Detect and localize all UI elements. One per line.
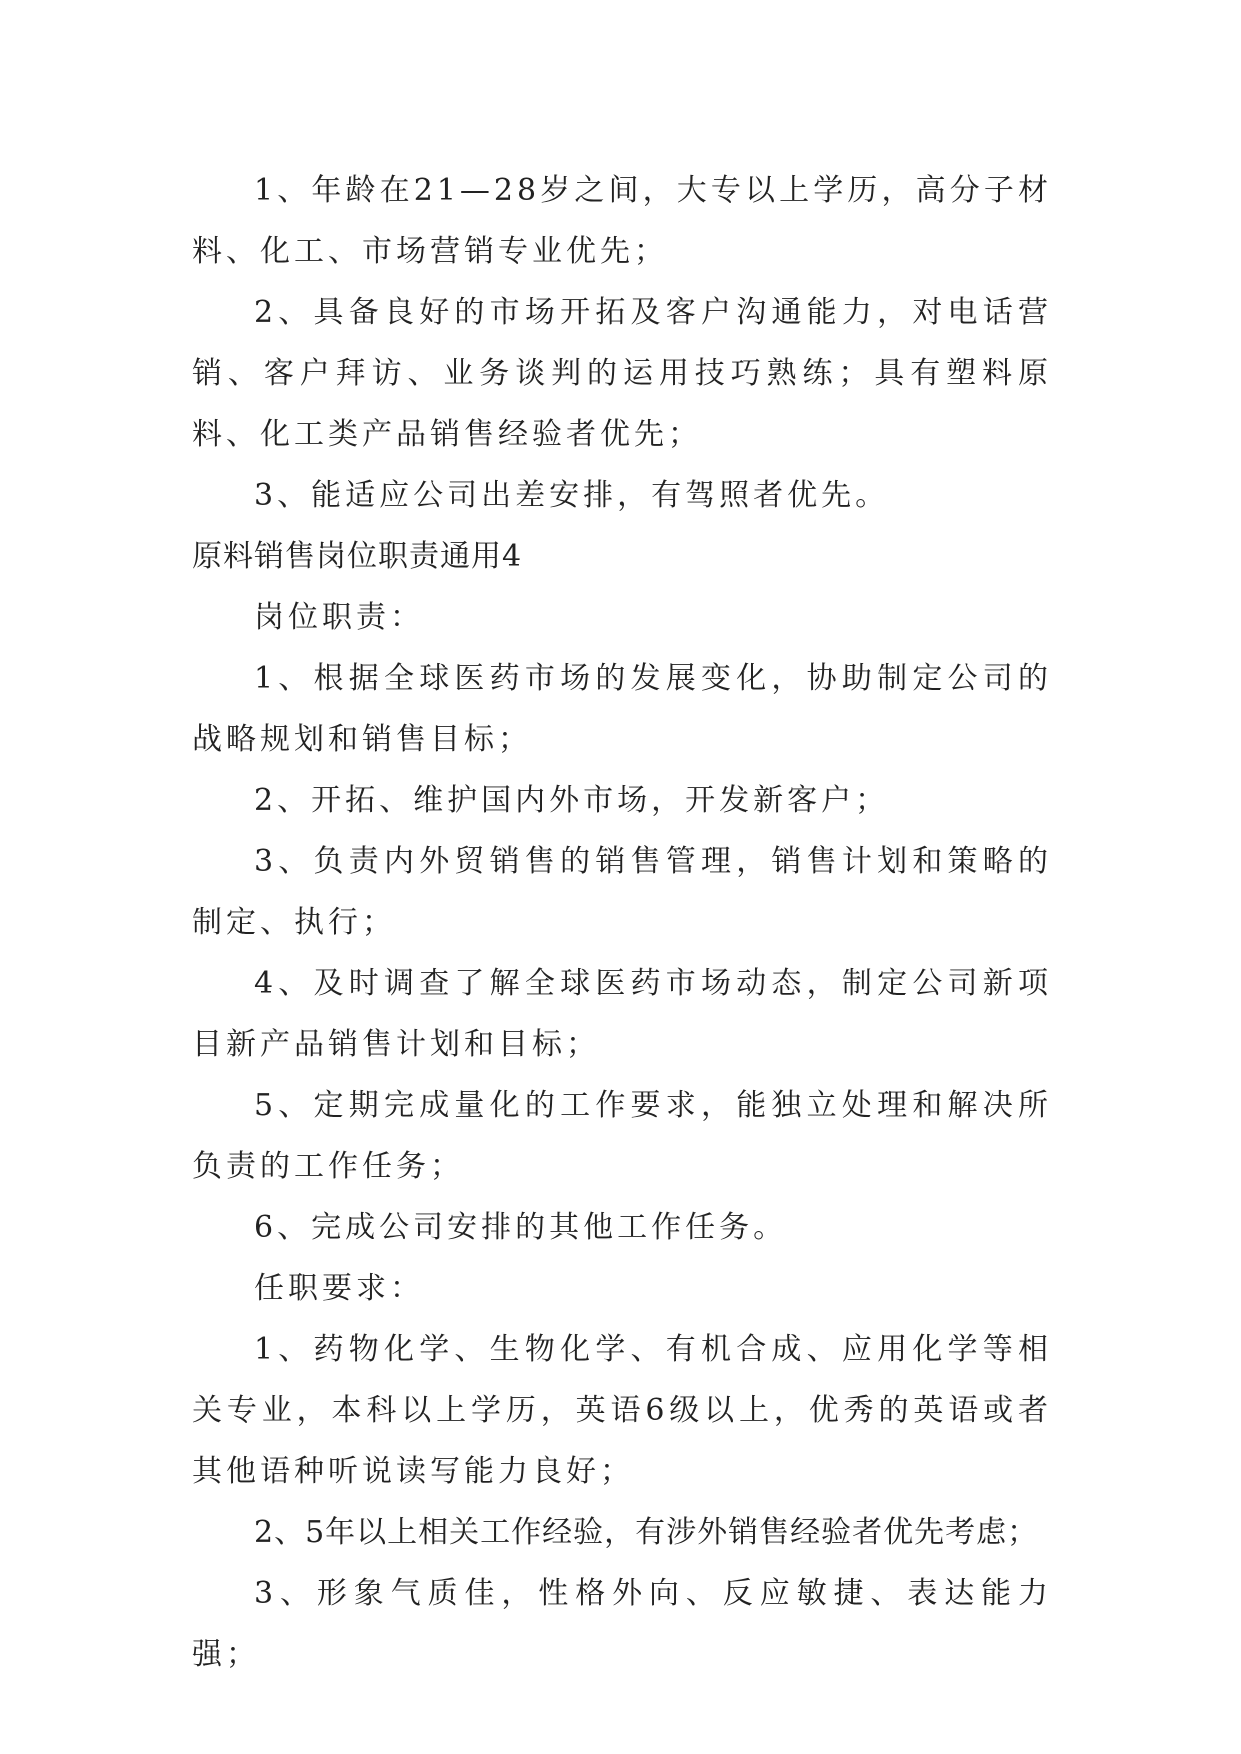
- document-body: [192, 160, 1052, 1685]
- duties-label: 岗位职责：: [254, 600, 424, 635]
- duty-item-6: 6、完成公司安排的其他工作任务。: [254, 1210, 788, 1245]
- requirement-item-1: 1、年龄在21—28岁之间，大专以上学历，高分子材料、化工、市场营销专业优先；: [192, 173, 1052, 269]
- qualification-item-2: 2、5年以上相关工作经验，有涉外销售经验者优先考虑；: [254, 1515, 1039, 1550]
- requirement-item-3: 3、能适应公司出差安排，有驾照者优先。: [254, 478, 890, 513]
- duty-item-2: 2、开拓、维护国内外市场，开发新客户；: [254, 783, 890, 818]
- duty-item-4: 4、及时调查了解全球医药市场动态，制定公司新项目新产品销售计划和目标；: [192, 966, 1052, 1062]
- duty-item-5: 5、定期完成量化的工作要求，能独立处理和解决所负责的工作任务；: [192, 1088, 1052, 1184]
- duty-item-3: 3、负责内外贸销售的销售管理，销售计划和策略的制定、执行；: [192, 844, 1052, 940]
- qualification-item-3: 3、形象气质佳，性格外向、反应敏捷、表达能力强；: [192, 1576, 1052, 1672]
- section-heading: 原料销售岗位职责通用4: [192, 539, 523, 574]
- duty-item-1: 1、根据全球医药市场的发展变化，协助制定公司的战略规划和销售目标；: [192, 661, 1052, 757]
- requirement-item-2: 2、具备良好的市场开拓及客户沟通能力，对电话营销、客户拜访、业务谈判的运用技巧熟练；具有塑料原料、化工类产品销售经验者优先；: [192, 295, 1052, 452]
- qualifications-label: 任职要求：: [254, 1271, 424, 1306]
- qualification-item-1: 1、药物化学、生物化学、有机合成、应用化学等相关专业，本科以上学历，英语6级以上，优秀的英语或者其他语种听说读写能力良好；: [192, 1332, 1052, 1489]
